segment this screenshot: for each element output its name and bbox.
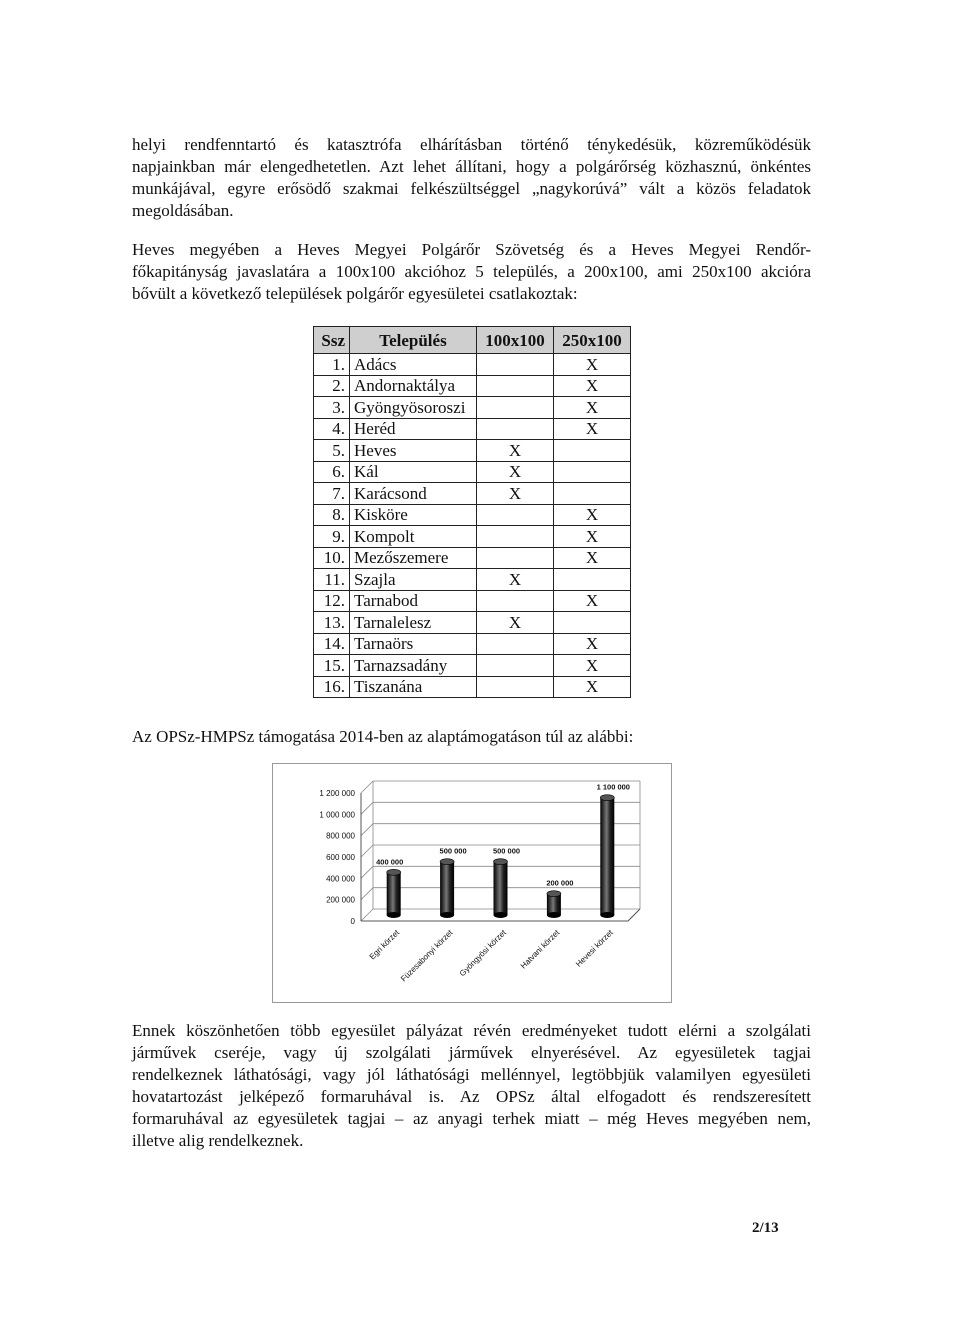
bar: [494, 862, 508, 915]
settlement-name: Tarnalelesz: [350, 612, 477, 634]
gridline: [361, 888, 373, 900]
settlement-name: Tarnabod: [350, 590, 477, 612]
mark-100x100: [477, 590, 554, 612]
mark-100x100: [477, 676, 554, 698]
row-number: 16.: [314, 676, 350, 698]
row-number: 11.: [314, 569, 350, 591]
mark-100x100: X: [477, 461, 554, 483]
settlement-name: Heréd: [350, 418, 477, 440]
category-label: Hatvani körzet: [518, 928, 562, 971]
row-number: 9.: [314, 526, 350, 548]
paragraph-results: [132, 1020, 811, 1152]
y-tick-label: 1 200 000: [319, 789, 355, 798]
mark-250x100: X: [554, 504, 631, 526]
page-number: 2/13: [752, 1220, 779, 1236]
row-number: 14.: [314, 633, 350, 655]
table-row: [314, 504, 631, 526]
mark-100x100: X: [477, 440, 554, 462]
text-line: illetve alig rendelkeznek.: [132, 1131, 304, 1150]
data-label: 1 100 000: [596, 782, 630, 792]
row-number: 12.: [314, 590, 350, 612]
bar-top: [494, 859, 508, 865]
table-row: [314, 418, 631, 440]
settlement-name: Tarnaörs: [350, 633, 477, 655]
settlement-name: Szajla: [350, 569, 477, 591]
mark-100x100: [477, 655, 554, 677]
mark-100x100: [477, 375, 554, 397]
mark-250x100: X: [554, 633, 631, 655]
table-row: [314, 375, 631, 397]
table-row: [314, 397, 631, 419]
header-250x100: 250x100: [554, 327, 631, 354]
table-header-row: [314, 327, 631, 354]
mark-250x100: X: [554, 375, 631, 397]
row-number: 5.: [314, 440, 350, 462]
settlements-table: [313, 326, 631, 698]
paragraph-heves: [132, 239, 811, 305]
table-row: [314, 526, 631, 548]
row-number: 2.: [314, 375, 350, 397]
mark-250x100: X: [554, 354, 631, 376]
mark-100x100: [477, 526, 554, 548]
gridline: [361, 802, 373, 814]
mark-100x100: X: [477, 612, 554, 634]
support-chart: [272, 763, 672, 1003]
mark-250x100: X: [554, 418, 631, 440]
data-label: 500 000: [492, 846, 521, 856]
mark-100x100: [477, 418, 554, 440]
row-number: 3.: [314, 397, 350, 419]
table-row: [314, 440, 631, 462]
text-line: Heves megyében a Heves Megyei Polgárőr Szövetség és a Heves Megyei Rendőr-: [132, 240, 811, 259]
text-line: helyi rendfenntartó és katasztrófa elhárításban történő ténykedésük, közreműködésük: [132, 135, 811, 154]
text-line: főkapitányság javaslatára a 100x100 akcióhoz 5 település, a 200x100, ami 250x100 akcióra: [132, 262, 811, 281]
text-line: hovatartozást jelképező formaruhával is. Az OPSz által elfogadott és rendszeresített: [132, 1087, 811, 1106]
mark-250x100: [554, 483, 631, 505]
table-row: [314, 483, 631, 505]
settlement-name: Tarnazsadány: [350, 655, 477, 677]
settlement-name: Kál: [350, 461, 477, 483]
mark-250x100: X: [554, 655, 631, 677]
bar-top: [600, 795, 614, 801]
text-line: megoldásában.: [132, 201, 234, 220]
table-row: [314, 676, 631, 698]
y-tick-label: 800 000: [326, 831, 355, 841]
mark-250x100: X: [554, 526, 631, 548]
header-ssz: Ssz: [314, 327, 350, 354]
bar: [387, 872, 401, 915]
bar-base: [494, 912, 508, 918]
settlement-name: Kompolt: [350, 526, 477, 548]
y-tick-label: 600 000: [326, 853, 355, 862]
table-row: [314, 633, 631, 655]
row-number: 13.: [314, 612, 350, 634]
bar-base: [387, 912, 401, 918]
mark-250x100: X: [554, 590, 631, 612]
gridline: [361, 781, 373, 793]
mark-250x100: [554, 461, 631, 483]
text-line: Az OPSz-HMPSz támogatása 2014-ben az alaptámogatáson túl az alábbi:: [132, 727, 634, 746]
settlement-name: Mezőszemere: [350, 547, 477, 569]
paragraph-support: [132, 726, 811, 748]
row-number: 8.: [314, 504, 350, 526]
header-telepules: Település: [350, 327, 477, 354]
category-label: Füzesabonyi körzet: [399, 928, 455, 984]
text-line: formaruhával az egyesületek tagjai – az anyagi terhek miatt – még Heves megyében nem,: [132, 1109, 811, 1128]
table-row: [314, 547, 631, 569]
settlement-name: Andornaktálya: [350, 375, 477, 397]
row-number: 15.: [314, 655, 350, 677]
text-line: munkájával, egyre erősödő szakmai felkészültséggel „nagykorúvá” vált a közös feladatok: [132, 179, 811, 198]
data-label: 200 000: [546, 878, 574, 888]
mark-250x100: X: [554, 397, 631, 419]
bar-base: [547, 912, 561, 918]
gridline: [361, 866, 373, 878]
mark-100x100: [477, 504, 554, 526]
category-label: Hevesi körzet: [574, 928, 615, 969]
settlement-name: Tiszanána: [350, 676, 477, 698]
mark-100x100: [477, 354, 554, 376]
settlement-name: Heves: [350, 440, 477, 462]
data-label: 400 000: [376, 857, 404, 867]
row-number: 4.: [314, 418, 350, 440]
mark-250x100: X: [554, 676, 631, 698]
mark-100x100: [477, 547, 554, 569]
bar-top: [387, 869, 401, 875]
floor-edge: [628, 909, 640, 921]
table-row: [314, 655, 631, 677]
mark-100x100: X: [477, 569, 554, 591]
text-line: járművek cseréje, vagy új szolgálati járművek elnyerésével. Az egyesületek tagjai: [132, 1043, 811, 1062]
text-line: Ennek köszönhetően több egyesület pályázat révén eredményeket tudott elérni a szolgálati: [132, 1021, 811, 1040]
settlement-name: Gyöngyösoroszi: [350, 397, 477, 419]
text-line: bővült a következő települések polgárőr egyesületei csatlakoztak:: [132, 284, 578, 303]
table-row: [314, 569, 631, 591]
category-label: Gyöngyösi körzet: [457, 928, 508, 979]
mark-250x100: [554, 440, 631, 462]
table-row: [314, 590, 631, 612]
mark-250x100: [554, 569, 631, 591]
gridline: [361, 909, 373, 921]
settlement-name: Kisköre: [350, 504, 477, 526]
y-tick-label: 1 000 000: [319, 810, 355, 820]
text-line: napjainkban már elengedhetetlen. Azt lehet állítani, hogy a polgárőrség közhasznú, önkéntes: [132, 157, 811, 176]
mark-100x100: [477, 397, 554, 419]
y-tick-label: 200 000: [326, 895, 355, 905]
row-number: 7.: [314, 483, 350, 505]
row-number: 6.: [314, 461, 350, 483]
mark-100x100: [477, 633, 554, 655]
table-row: [314, 612, 631, 634]
text-line: rendelkeznek láthatósági, vagy jól láthatósági mellénnyel, legtöbbjük valamilyen egyesületi: [132, 1065, 811, 1084]
mark-250x100: X: [554, 547, 631, 569]
mark-100x100: X: [477, 483, 554, 505]
settlement-name: Karácsond: [350, 483, 477, 505]
y-tick-label: 400 000: [326, 874, 355, 884]
table-row: [314, 461, 631, 483]
bar: [440, 862, 454, 915]
bar-base: [600, 912, 614, 918]
bar-base: [440, 912, 454, 918]
y-tick-label: 0: [350, 917, 355, 926]
bar-top: [547, 891, 561, 897]
bar: [600, 798, 614, 915]
category-label: Egri körzet: [367, 928, 402, 962]
gridline: [361, 845, 373, 857]
data-label: 500 000: [439, 846, 467, 856]
row-number: 1.: [314, 354, 350, 376]
bar-top: [440, 859, 454, 865]
settlement-name: Adács: [350, 354, 477, 376]
header-100x100: 100x100: [477, 327, 554, 354]
table-row: [314, 354, 631, 376]
mark-250x100: [554, 612, 631, 634]
gridline: [361, 824, 373, 836]
row-number: 10.: [314, 547, 350, 569]
paragraph-intro: [132, 134, 811, 222]
